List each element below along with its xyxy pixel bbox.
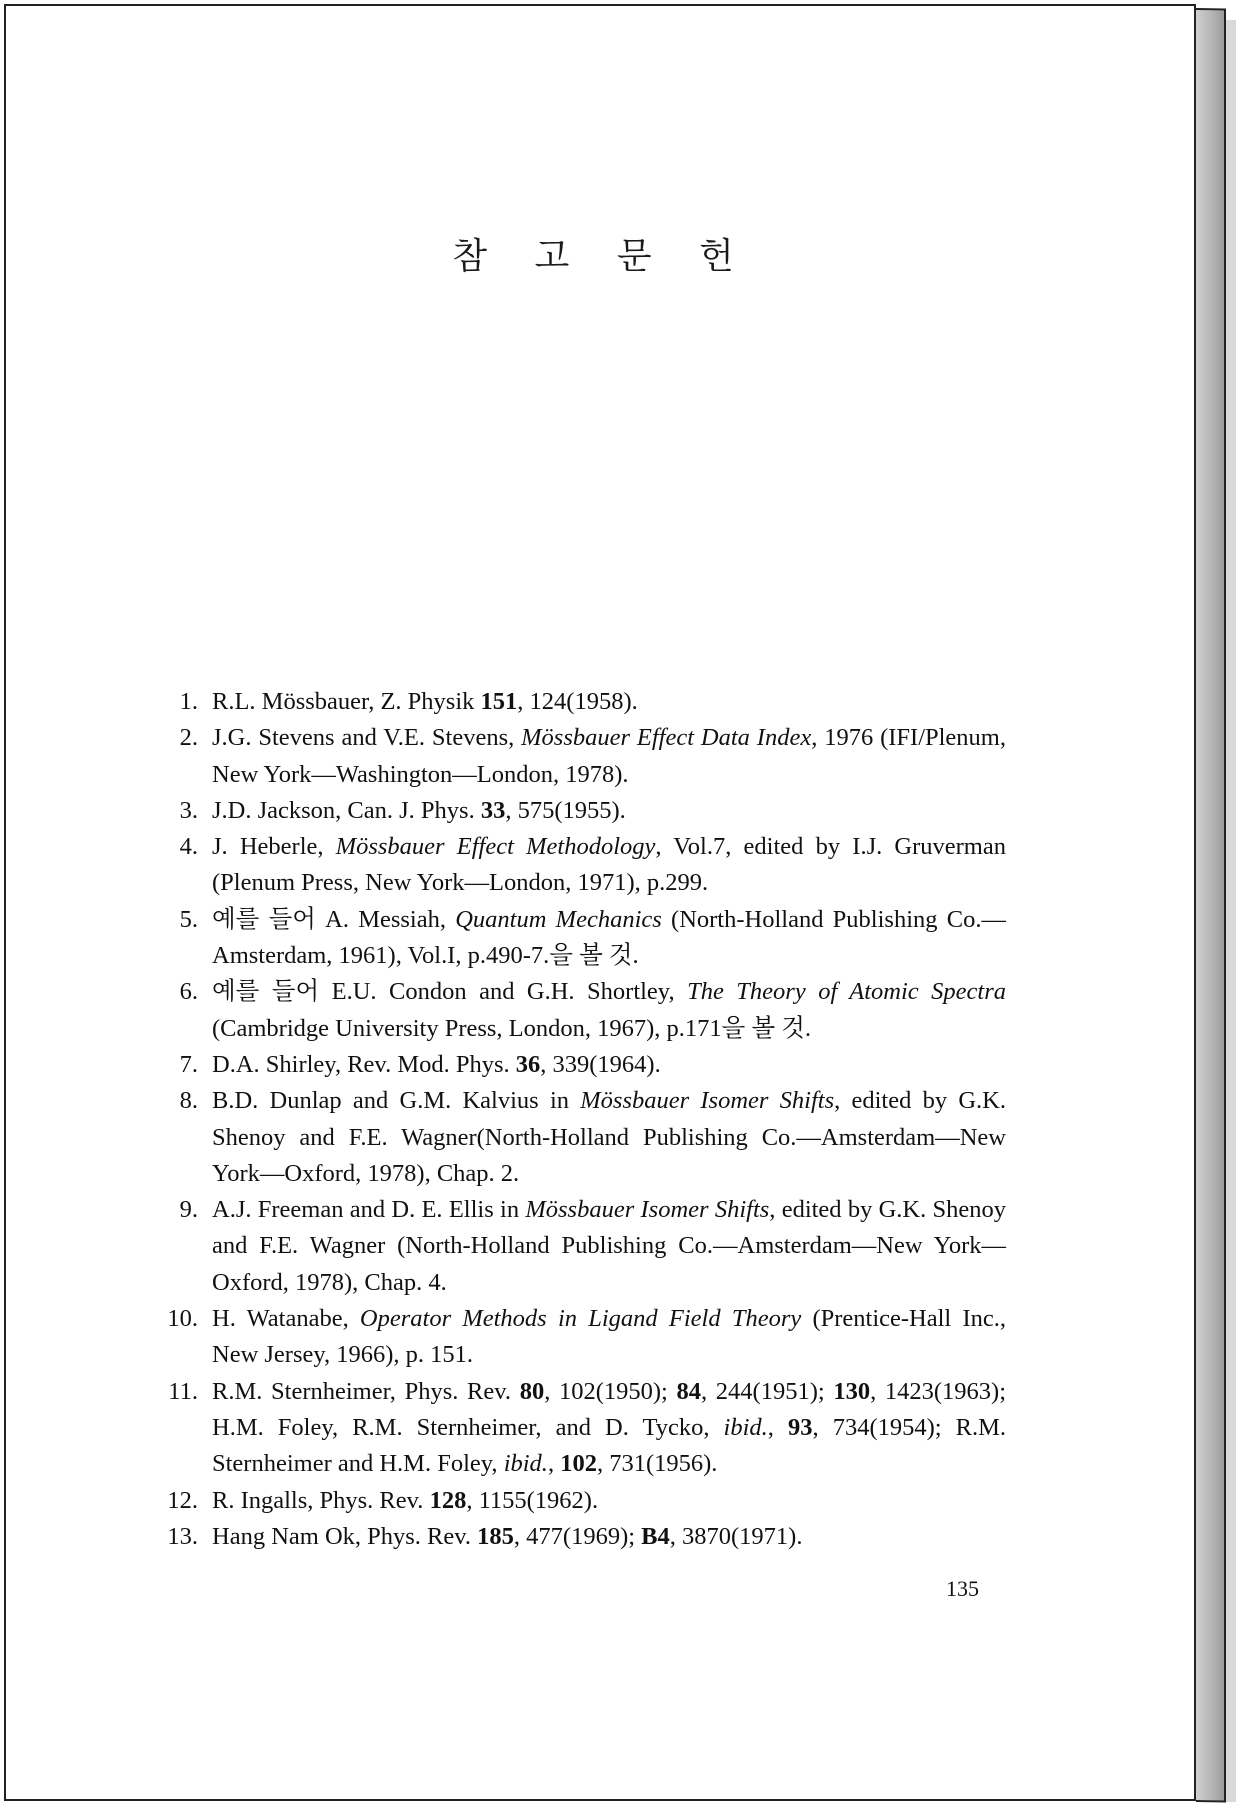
citation-text: D.A. Shirley, Rev. Mod. Phys. (212, 1050, 516, 1078)
citation-text: B.D. Dunlap and G.M. Kalvius in (212, 1087, 581, 1115)
reference-number: 7. (179, 1050, 198, 1078)
volume-number: 130 (833, 1377, 871, 1405)
reference-item (166, 1483, 1006, 1519)
citation-text: , edited by G.K. Shenoy and F.E. Wagner(North-Holland Publishing Co.—Amsterdam—New York—Oxford, 1978), Chap. 2. (212, 1087, 1006, 1187)
reference-text (212, 1487, 598, 1514)
reference-number: 4. (179, 833, 198, 861)
volume-number: B4 (641, 1522, 670, 1550)
reference-item (166, 1301, 1006, 1374)
reference-item (166, 720, 1006, 793)
page-edge-shadow (1226, 20, 1236, 1802)
citation-text: , (547, 1450, 561, 1478)
reference-item (166, 793, 1006, 829)
citation-text: , 244(1951); (701, 1377, 834, 1405)
citation-text: J. Heberle, (212, 833, 336, 861)
volume-number: 185 (477, 1522, 514, 1550)
citation-text: , edited by G.K. Shenoy and F.E. Wagner (North-Holland Publishing Co.—Amsterdam—New York—Oxford, 1978), Chap. 4. (212, 1196, 1007, 1296)
reference-text (212, 797, 626, 824)
work-title: The Theory of Atomic Spectra (687, 978, 1006, 1006)
reference-item (166, 1047, 1006, 1083)
reference-number: 9. (179, 1196, 198, 1224)
page-number: 135 (946, 1576, 979, 1601)
citation-text: (Cambridge University Press, London, 1967), p.171을 볼 것. (212, 1014, 812, 1042)
citation-text: (North-Holland Publishing Co.—Amsterdam, 1961), Vol.I, p.490-7.을 볼 것. (212, 905, 1006, 970)
reference-number: 5. (179, 905, 198, 933)
citation-text: , 3870(1971). (669, 1522, 803, 1550)
work-title: Quantum Mechanics (455, 905, 662, 933)
reference-item (166, 1192, 1006, 1301)
citation-text: Hang Nam Ok, Phys. Rev. (212, 1522, 478, 1550)
reference-list (166, 684, 1006, 1555)
citation-text: , (767, 1413, 788, 1441)
volume-number: 36 (515, 1050, 541, 1078)
work-title: Mössbauer Isomer Shifts (525, 1196, 770, 1224)
citation-text: , 339(1964). (540, 1050, 661, 1078)
volume-number: 33 (480, 796, 506, 824)
volume-number: 84 (676, 1377, 702, 1405)
citation-text: R.M. Sternheimer, Phys. Rev. (212, 1377, 520, 1405)
reference-text (212, 1305, 1006, 1368)
reference-item (166, 1374, 1006, 1483)
volume-number: 151 (480, 688, 518, 715)
citation-text: , 477(1969); (513, 1522, 642, 1550)
citation-text: (Prentice-Hall Inc., New Jersey, 1966), p. 151. (212, 1305, 1006, 1369)
volume-number: 128 (429, 1486, 467, 1514)
reference-text (212, 688, 638, 715)
volume-number: 80 (519, 1377, 545, 1405)
citation-text: , 575(1955). (505, 796, 626, 824)
reference-text (212, 906, 1006, 969)
reference-item (166, 684, 1006, 720)
reference-number: 8. (179, 1087, 198, 1115)
citation-text: R.L. Mössbauer, Z. Physik (212, 688, 481, 715)
reference-number: 11. (168, 1377, 198, 1405)
citation-text: , Vol.7, edited by I.J. Gruverman (Plenum Press, New York—London, 1971), p.299. (212, 833, 1006, 897)
volume-number: 102 (560, 1450, 597, 1478)
citation-text: , 1423(1963); H.M. Foley, R.M. Sternheimer, and D. Tycko, (212, 1377, 1007, 1441)
reference-item (166, 1083, 1006, 1192)
reference-item (166, 1519, 1006, 1555)
reference-text (212, 978, 1006, 1041)
reference-text (212, 1378, 1006, 1478)
citation-text: J.G. Stevens and V.E. Stevens, (212, 724, 522, 752)
citation-text: H. Watanabe, (212, 1305, 360, 1333)
citation-text: J.D. Jackson, Can. J. Phys. (212, 796, 481, 824)
citation-text: , 124(1958). (517, 688, 638, 715)
work-title: Operator Methods in Ligand Field Theory (359, 1305, 802, 1333)
book-page (4, 4, 1196, 1801)
volume-number: 93 (788, 1413, 813, 1441)
work-title: Mössbauer Isomer Shifts (580, 1087, 835, 1115)
reference-item (166, 902, 1006, 975)
citation-text: , 1155(1962). (466, 1486, 599, 1514)
reference-text (212, 1196, 1006, 1296)
citation-text: , 1976 (IFI/Plenum, New York—Washington—London, 1978). (212, 724, 1006, 788)
reference-number: 2. (179, 724, 198, 752)
reference-item (166, 829, 1006, 902)
work-title: ibid. (723, 1413, 768, 1441)
citation-text: 예를 들어 E.U. Condon and G.H. Shortley, (212, 978, 688, 1006)
citation-text: , 734(1954); R.M. Sternheimer and H.M. Foley, (212, 1413, 1007, 1478)
reference-text (212, 833, 1006, 896)
reference-number: 12. (167, 1486, 198, 1514)
reference-number: 10. (167, 1305, 198, 1333)
reference-text (212, 724, 1006, 787)
reference-text (212, 1051, 661, 1078)
work-title: Mössbauer Effect Data Index (521, 724, 812, 752)
citation-text: R. Ingalls, Phys. Rev. (212, 1486, 430, 1514)
citation-text: 예를 들어 A. Messiah, (212, 905, 456, 933)
work-title: Mössbauer Effect Methodology (335, 833, 656, 861)
book-spine (1196, 8, 1226, 1802)
citation-text: , 102(1950); (544, 1377, 677, 1405)
reference-text (212, 1087, 1006, 1187)
reference-number: 13. (167, 1522, 198, 1550)
citation-text: , 731(1956). (596, 1450, 718, 1478)
citation-text: A.J. Freeman and D. E. Ellis in (212, 1196, 526, 1224)
reference-number: 1. (179, 688, 198, 715)
work-title: ibid. (503, 1450, 548, 1478)
reference-item (166, 974, 1006, 1047)
reference-number: 3. (179, 796, 198, 824)
reference-number: 6. (179, 978, 198, 1006)
page-title: 참 고 문 헌 (452, 236, 752, 277)
reference-text (212, 1523, 802, 1550)
